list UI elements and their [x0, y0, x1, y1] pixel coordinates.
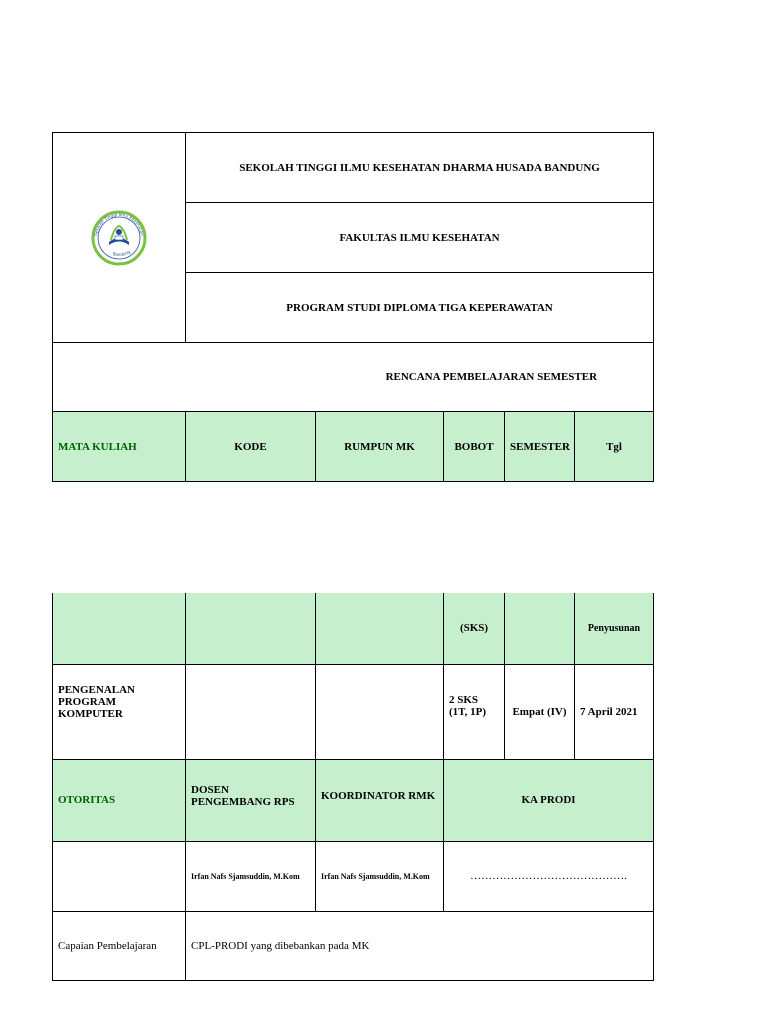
course-name: PENGENALAN PROGRAM KOMPUTER	[53, 664, 186, 759]
col-bobot-cont: (SKS)	[444, 593, 505, 664]
otoritas-label: OTORITAS	[53, 759, 186, 841]
logo-top-text: Sekolah Tinggi Ilmu Kesehatan	[93, 211, 145, 236]
document-title: RENCANA PEMBELAJARAN SEMESTER	[53, 343, 654, 412]
program-name: PROGRAM STUDI DIPLOMA TIGA KEPERAWATAN	[186, 273, 654, 343]
rps-course-table	[52, 593, 654, 981]
koordinator-rmk-header: KOORDINATOR RMK	[316, 759, 444, 841]
logo-cell	[53, 133, 186, 343]
institution-logo	[87, 206, 151, 270]
svg-text:Bandung	[112, 248, 131, 256]
cont-cell-empty	[186, 593, 316, 664]
col-rumpun-mk: RUMPUN MK	[316, 412, 444, 482]
dosen-pengembang-name: Irfan Nafs Sjamsuddin, M.Kom	[186, 841, 316, 911]
capaian-label: Capaian Pembelajaran	[53, 911, 186, 980]
course-tgl: 7 April 2021	[575, 664, 654, 759]
col-tgl-cont: Penyusunan	[575, 593, 654, 664]
course-semester: Empat (IV)	[505, 664, 575, 759]
cont-cell-empty	[316, 593, 444, 664]
col-bobot: BOBOT	[444, 412, 505, 482]
capaian-value: CPL-PRODI yang dibebankan pada MK	[186, 911, 654, 980]
otoritas-empty	[53, 841, 186, 911]
cont-cell-empty	[53, 593, 186, 664]
col-semester: SEMESTER	[505, 412, 575, 482]
koordinator-rmk-name: Irfan Nafs Sjamsuddin, M.Kom	[316, 841, 444, 911]
cont-cell-empty	[505, 593, 575, 664]
ka-prodi-signature: …………………………………….	[444, 841, 654, 911]
col-tgl: Tgl	[575, 412, 654, 482]
rps-header-table	[52, 132, 654, 482]
ka-prodi-header: KA PRODI	[444, 759, 654, 841]
col-mata-kuliah: MATA KULIAH	[53, 412, 186, 482]
logo-bottom-text: Bandung	[112, 248, 132, 257]
course-rumpun	[316, 664, 444, 759]
course-kode	[186, 664, 316, 759]
institution-name: SEKOLAH TINGGI ILMU KESEHATAN DHARMA HUSADA BANDUNG	[186, 133, 654, 203]
dosen-pengembang-header: DOSEN PENGEMBANG RPS	[186, 759, 316, 841]
col-kode: KODE	[186, 412, 316, 482]
course-bobot: 2 SKS (1T, 1P)	[444, 664, 505, 759]
faculty-name: FAKULTAS ILMU KESEHATAN	[186, 203, 654, 273]
